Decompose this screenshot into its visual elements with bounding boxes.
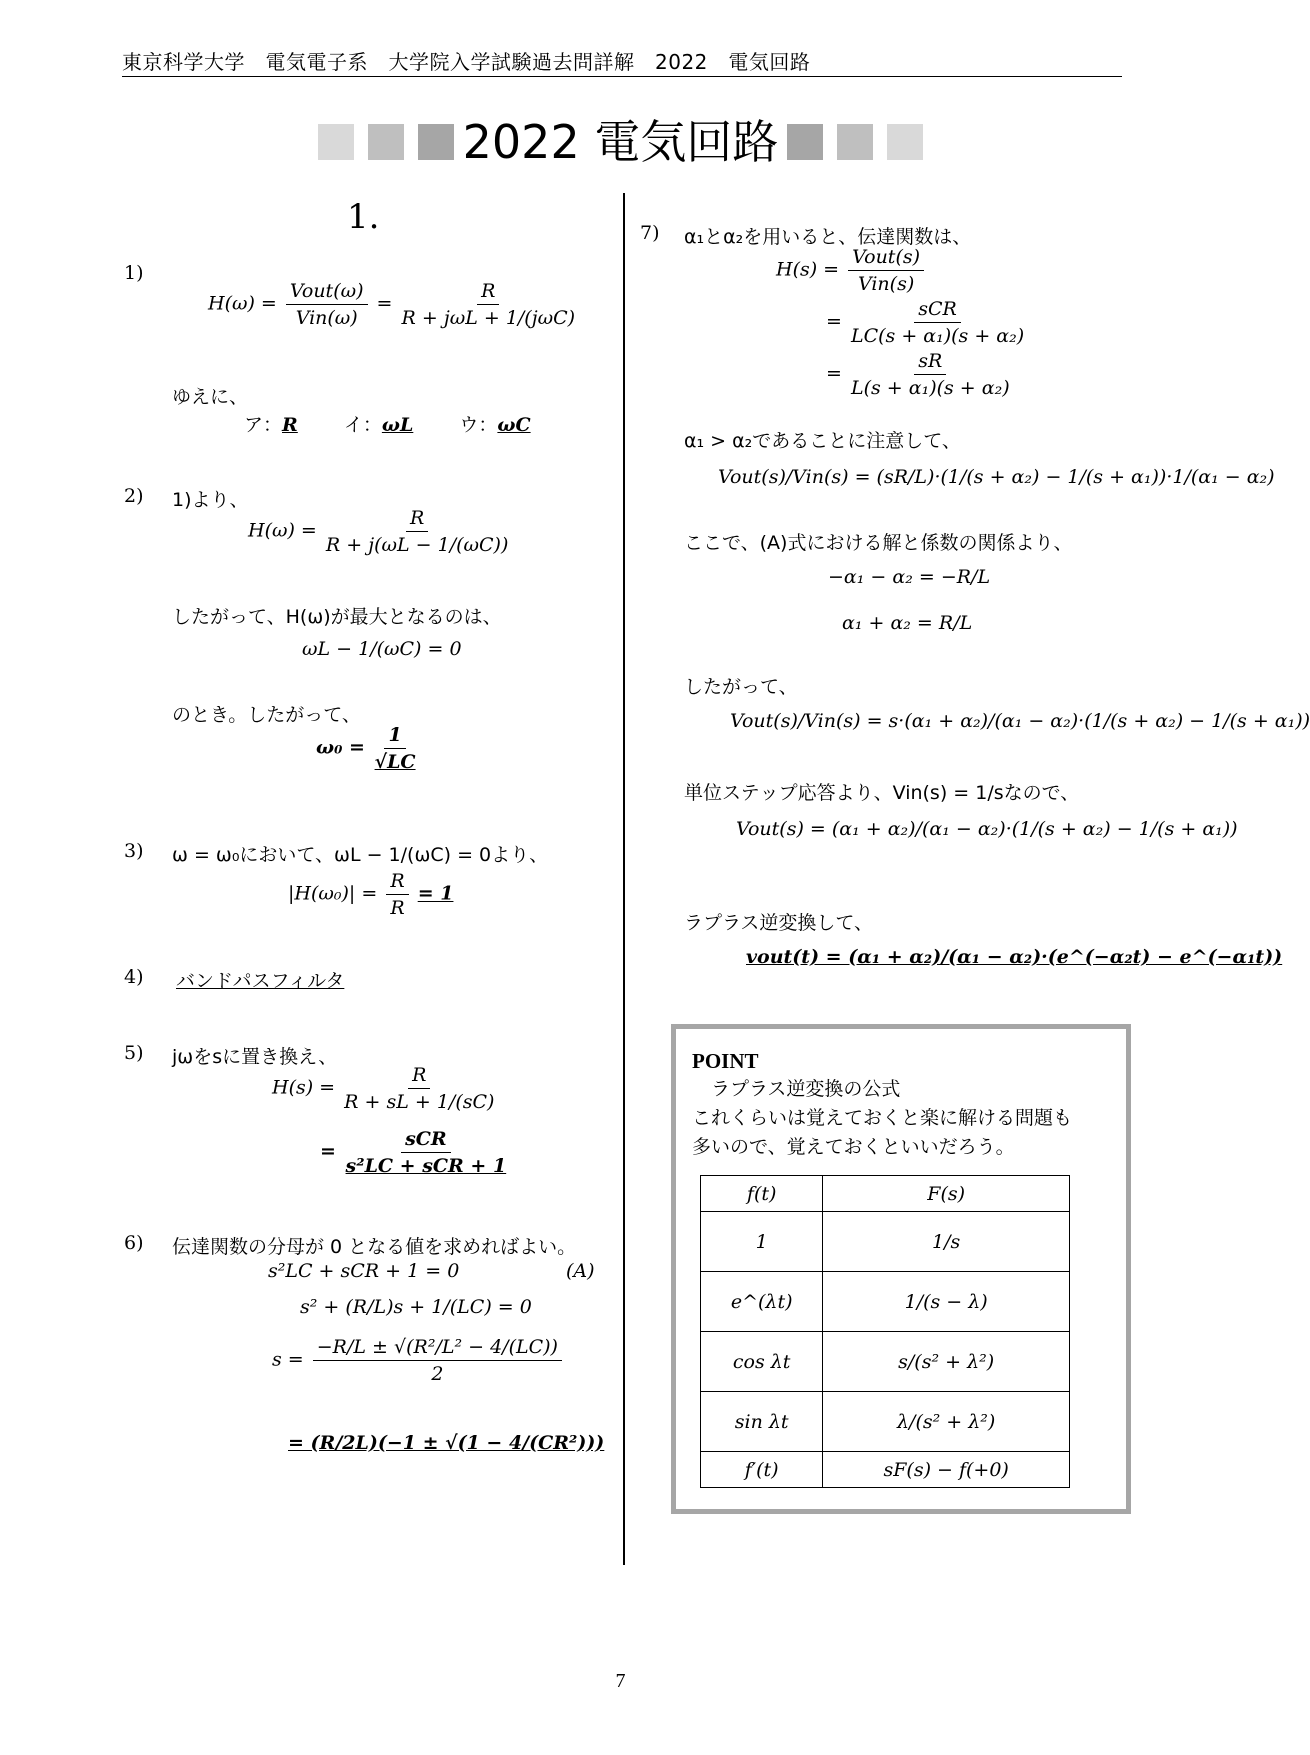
table-cell: 1 bbox=[701, 1212, 823, 1272]
q6-equation-3: s = $\frac{\text{−R/L ± √(R²/L² − 4/(LC))}}{2}$ bbox=[272, 1334, 565, 1387]
q1-answers: ア：R イ：ωL ウ：ωC bbox=[244, 414, 531, 436]
q1-text: ゆえに、 bbox=[172, 386, 249, 408]
q7-equation-f: α₁ + α₂ = R/L bbox=[842, 612, 973, 634]
q7-text-5: 単位ステップ応答より、Vin(s) = 1/sなので、 bbox=[684, 782, 1080, 804]
q6-equation-4: = (R/2L)(−1 ± √(1 − 4/(CR²))) bbox=[288, 1432, 605, 1454]
title-square-left-1 bbox=[318, 124, 354, 160]
q7-text-1: α₁とα₂を用いると、伝達関数は、 bbox=[684, 226, 972, 248]
point-line-3: 多いので、覚えておくといいだろう。 bbox=[692, 1136, 1015, 1158]
page-header: 東京科学大学 電気電子系 大学院入学試験過去問詳解 2022 電気回路 bbox=[122, 46, 1122, 77]
point-body bbox=[692, 1075, 1072, 1162]
table-cell: e^(λt) bbox=[701, 1272, 823, 1332]
q2-number: 2) bbox=[124, 485, 144, 507]
q6-equation-tag: (A) bbox=[566, 1260, 595, 1282]
table-cell: λ/(s² + λ²) bbox=[823, 1392, 1070, 1452]
q2-text-2: のとき。したがって、 bbox=[172, 704, 361, 726]
q1-equation: H(ω) = $\frac{\text{Vout(ω)}}{\text{Vin(ω)}}$ = $\frac{R}{\text{R + jωL + 1/(jωC)}}$ bbox=[208, 280, 576, 329]
table-cell: s/(s² + λ²) bbox=[823, 1332, 1070, 1392]
q5-equation-1: H(s) = $\frac{R}{R + sL + 1/(sC)}$ bbox=[272, 1064, 495, 1113]
point-box bbox=[671, 1024, 1131, 1514]
q7-equation-e: −α₁ − α₂ = −R/L bbox=[828, 566, 991, 588]
title-square-right-2 bbox=[837, 124, 873, 160]
laplace-table bbox=[700, 1175, 1070, 1488]
q3-text: ω = ω₀において、ωL − 1/(ωC) = 0より、 bbox=[172, 844, 549, 866]
page-title: 2022 電気回路 bbox=[462, 115, 779, 169]
q7-equation-d: Vout(s)/Vin(s) = (sR/L)·(1/(s + α₂) − 1/(s + α₁))·1/(α₁ − α₂) bbox=[718, 466, 1275, 488]
title-bar bbox=[0, 110, 1241, 174]
q2-equation-2: ωL − 1/(ωC) = 0 bbox=[302, 638, 462, 660]
q2-equation-3: ω₀ = $\frac{1}{√LC}$ bbox=[316, 724, 416, 773]
q4-number: 4) bbox=[124, 966, 144, 988]
table-cell: cos λt bbox=[701, 1332, 823, 1392]
title-square-left-2 bbox=[368, 124, 404, 160]
q7-equation-h: Vout(s) = (α₁ + α₂)/(α₁ − α₂)·(1/(s + α₂) − 1/(s + α₁)) bbox=[736, 818, 1238, 840]
q7-number: 7) bbox=[640, 222, 660, 244]
table-cell: f′(t) bbox=[701, 1452, 823, 1488]
q7-text-2: α₁ > α₂であることに注意して、 bbox=[684, 430, 961, 452]
q3-equation: |H(ω₀)| = $\frac{R}{R}$ = 1 bbox=[288, 870, 454, 919]
q5-number: 5) bbox=[124, 1042, 144, 1064]
title-square-right-3 bbox=[887, 124, 923, 160]
table-header-cell: f(t) bbox=[701, 1176, 823, 1212]
q7-text-3: ここで、(A)式における解と係数の関係より、 bbox=[684, 532, 1073, 554]
table-row bbox=[701, 1332, 1070, 1392]
q1-number: 1) bbox=[124, 262, 144, 284]
title-square-right-1 bbox=[787, 124, 823, 160]
q4-answer: バンドパスフィルタ bbox=[176, 970, 345, 992]
q6-equation-2: s² + (R/L)s + 1/(LC) = 0 bbox=[300, 1296, 532, 1318]
q2-intro: 1)より、 bbox=[172, 489, 249, 511]
section-number: 1. bbox=[347, 197, 380, 237]
q7-text-4: したがって、 bbox=[684, 676, 798, 698]
table-row bbox=[701, 1212, 1070, 1272]
q7-equation-c: = $\frac{sR}{\text{L(s + α₁)(s + α₂)}}$ bbox=[826, 350, 1010, 399]
q5-equation-2: = $\frac{\text{sCR}}{\text{s²LC + sCR + 1}}$ bbox=[320, 1128, 507, 1177]
q2-text-1: したがって、H(ω)が最大となるのは、 bbox=[172, 606, 502, 628]
point-title: POINT bbox=[692, 1049, 759, 1073]
q2-equation-1: H(ω) = $\frac{R}{R + j(\omega L - 1/(\omega C))}$ bbox=[248, 507, 509, 556]
page-number: 7 bbox=[615, 1670, 626, 1692]
q7-equation-b: = $\frac{\text{sCR}}{\text{LC(s + α₁)(s + α₂)}}$ bbox=[826, 298, 1025, 347]
q6-text: 伝達関数の分母が 0 となる値を求めればよい。 bbox=[172, 1236, 577, 1258]
q7-equation-a: H(s) = $\frac{\text{Vout(s)}}{\text{Vin(s)}}$ bbox=[776, 244, 927, 297]
q6-equation-1: s²LC + sCR + 1 = 0 bbox=[268, 1260, 460, 1282]
table-cell: 1/(s − λ) bbox=[823, 1272, 1070, 1332]
table-header-row bbox=[701, 1176, 1070, 1212]
title-square-left-3 bbox=[418, 124, 454, 160]
q7-text-6: ラプラス逆変換して、 bbox=[684, 912, 874, 934]
table-cell: 1/s bbox=[823, 1212, 1070, 1272]
q7-equation-i: vout(t) = (α₁ + α₂)/(α₁ − α₂)·(e^(−α₂t) − e^(−α₁t)) bbox=[746, 946, 1283, 968]
point-line-2: これくらいは覚えておくと楽に解ける問題も bbox=[692, 1107, 1073, 1129]
table-cell: sin λt bbox=[701, 1392, 823, 1452]
table-header-cell: F(s) bbox=[823, 1176, 1070, 1212]
q5-text: jωをsに置き換え、 bbox=[172, 1046, 338, 1068]
table-row bbox=[701, 1272, 1070, 1332]
table-cell: sF(s) − f(+0) bbox=[823, 1452, 1070, 1488]
table-row bbox=[701, 1392, 1070, 1452]
q3-number: 3) bbox=[124, 840, 144, 862]
column-divider bbox=[623, 193, 625, 1565]
point-line-1: ラプラス逆変換の公式 bbox=[692, 1078, 901, 1100]
q6-number: 6) bbox=[124, 1232, 144, 1254]
table-row bbox=[701, 1452, 1070, 1488]
q7-equation-g: Vout(s)/Vin(s) = s·(α₁ + α₂)/(α₁ − α₂)·(1/(s + α₂) − 1/(s + α₁)) bbox=[730, 710, 1310, 732]
